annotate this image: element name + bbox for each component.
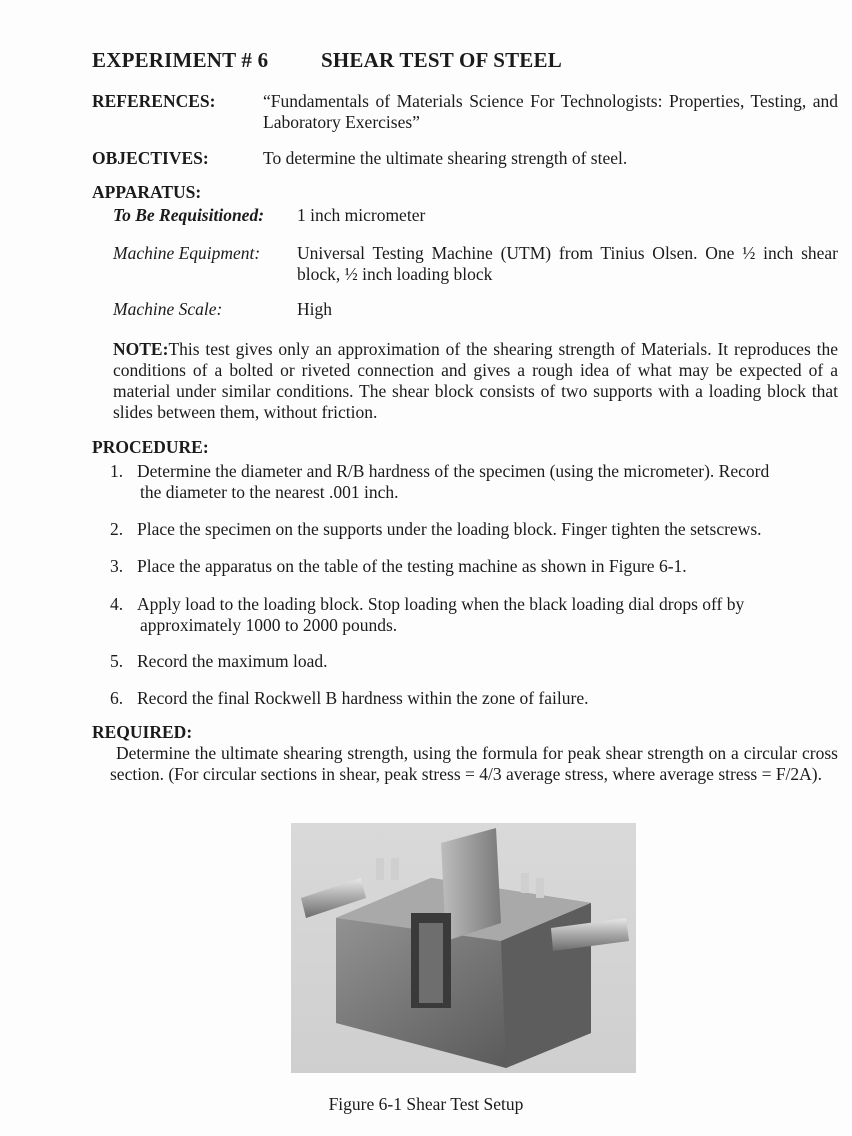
step-number: 1.	[110, 461, 124, 481]
step-number: 6.	[110, 688, 124, 708]
step-text: Place the apparatus on the table of the testing machine as shown in Figure 6-1.	[137, 556, 687, 576]
procedure-step-1	[110, 461, 838, 503]
required-text: Determine the ultimate shearing strength, using the formula for peak shear strength on a circular cross section. (For circular sections in shear, peak stress = 4/3 average stress, where average stress = F/2A).	[110, 743, 838, 784]
step-number: 4.	[110, 594, 124, 614]
step-text: Apply load to the loading block. Stop loading when the black loading dial drops off by	[137, 594, 745, 614]
note-text: This test gives only an approximation of the shearing strength of Materials. It reproduces the conditions of a bolted or riveted connection and gives a rough idea of what may be expected of a material under similar conditions. The shear block consists of two supports with a loading block that slides between them, without friction.	[113, 339, 838, 422]
objectives-label: OBJECTIVES:	[92, 148, 209, 168]
experiment-number: EXPERIMENT # 6	[92, 48, 269, 72]
note-paragraph	[113, 339, 838, 423]
machine-equipment-value: Universal Testing Machine (UTM) from Tinius Olsen. One ½ inch shear block, ½ inch loading block	[297, 243, 838, 284]
step-text: Place the specimen on the supports under the loading block. Finger tighten the setscrews.	[137, 519, 762, 539]
machine-equipment-label: Machine Equipment:	[113, 243, 261, 263]
setscrew-left-2	[391, 858, 399, 880]
machine-scale-value: High	[297, 299, 332, 319]
experiment-header	[92, 48, 562, 73]
procedure-step-3	[110, 556, 838, 577]
slot-inner	[419, 923, 443, 1003]
step-number: 5.	[110, 651, 124, 671]
step-number: 2.	[110, 519, 124, 539]
step-text: Determine the diameter and R/B hardness of the specimen (using the micrometer). Record	[137, 461, 770, 481]
apparatus-label: APPARATUS:	[92, 182, 202, 202]
shear-block-illustration	[291, 823, 636, 1073]
shear-test-figure	[291, 823, 636, 1073]
step-text-continued: the diameter to the nearest .001 inch.	[140, 482, 399, 502]
requisitioned-label: To Be Requisitioned:	[113, 205, 265, 225]
procedure-step-4	[110, 594, 838, 636]
setscrew-right	[521, 873, 529, 893]
references-label: REFERENCES:	[92, 91, 216, 111]
required-label: REQUIRED:	[92, 722, 193, 742]
step-text-continued: approximately 1000 to 2000 pounds.	[140, 615, 398, 635]
figure-caption: Figure 6-1 Shear Test Setup	[328, 1094, 524, 1114]
step-text: Record the final Rockwell B hardness within the zone of failure.	[137, 688, 589, 708]
procedure-label: PROCEDURE:	[92, 437, 209, 457]
setscrew-right-2	[536, 878, 544, 898]
procedure-step-5	[110, 651, 838, 672]
objectives-text: To determine the ultimate shearing strength of steel.	[263, 148, 628, 168]
step-number: 3.	[110, 556, 124, 576]
references-text: “Fundamentals of Materials Science For Technologists: Properties, Testing, and Laboratory Exercises”	[263, 91, 838, 132]
requisitioned-value: 1 inch micrometer	[297, 205, 426, 225]
experiment-title: SHEAR TEST OF STEEL	[321, 48, 562, 72]
step-text: Record the maximum load.	[137, 651, 328, 671]
machine-scale-label: Machine Scale:	[113, 299, 223, 319]
note-label: NOTE:	[113, 339, 169, 359]
procedure-step-2	[110, 519, 838, 540]
procedure-step-6	[110, 688, 838, 709]
setscrew-left	[376, 858, 384, 880]
